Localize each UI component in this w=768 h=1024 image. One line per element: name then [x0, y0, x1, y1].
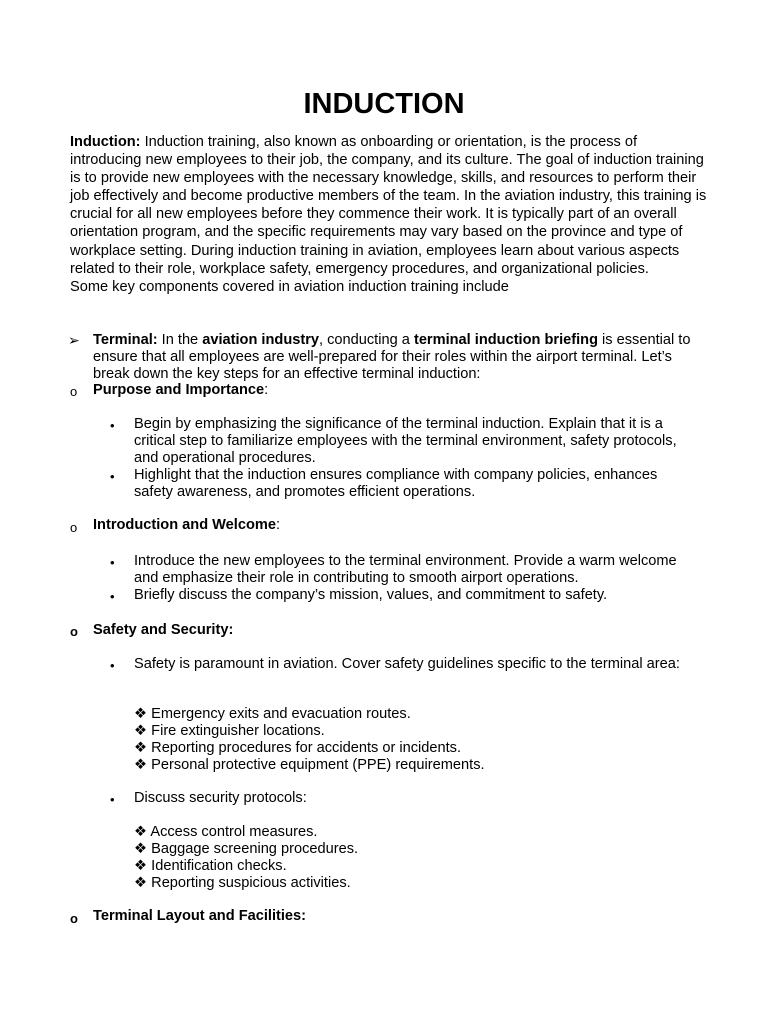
security-subitem: [134, 875, 351, 892]
intro-tail: Some key components covered in aviation induction training include: [70, 278, 509, 295]
safety-item: Safety is paramount in aviation. Cover safety guidelines specific to the terminal area:: [134, 656, 680, 672]
bullet-marker: •: [110, 589, 115, 604]
bullet-marker: •: [110, 658, 115, 673]
terminal-text-2: , conducting a: [319, 332, 414, 348]
circle-marker: o: [70, 384, 78, 399]
safety-subitem: [134, 706, 411, 723]
intro-lead: Induction:: [70, 134, 141, 150]
diamond-bullet-icon: ❖: [134, 841, 148, 857]
security-subitem: [134, 858, 287, 875]
security-subitem: [134, 841, 358, 858]
layout-heading: Terminal Layout and Facilities:: [93, 908, 307, 924]
intro-paragraph: [70, 133, 710, 296]
subitem-text: Fire extinguisher locations.: [151, 723, 325, 739]
terminal-bold-2: terminal induction briefing: [413, 332, 598, 348]
bullet-marker: •: [110, 469, 115, 484]
purpose-heading-text: Purpose and Importance: [93, 382, 265, 398]
diamond-bullet-icon: ❖: [134, 740, 148, 756]
terminal-text-1: In the: [157, 332, 203, 348]
subitem-text: Reporting suspicious activities.: [151, 875, 351, 891]
safety-subitem: [134, 740, 461, 757]
terminal-bold-1: aviation industry: [202, 332, 320, 348]
subitem-text: Personal protective equipment (PPE) requirements.: [151, 757, 485, 773]
diamond-bullet-icon: ❖: [134, 706, 148, 722]
subitem-text: Access control measures.: [150, 824, 318, 840]
circle-marker: o: [70, 624, 78, 639]
terminal-text-3: is essential to ensure that all employees are well-prepared for their roles within the airport terminal. Let’s break down the key steps for an effective terminal induction:: [93, 332, 691, 382]
bullet-marker: •: [110, 418, 115, 433]
diamond-bullet-icon: ❖: [134, 875, 148, 891]
welcome-item: Briefly discuss the company’s mission, values, and commitment to safety.: [134, 587, 608, 603]
bullet-marker: •: [110, 792, 115, 807]
purpose-item: Begin by emphasizing the significance of the terminal induction. Explain that it is a critical step to familiarize employees with the terminal environment, safety protocols, and operational procedures.: [134, 416, 677, 466]
security-subitem: [134, 824, 317, 841]
purpose-heading: [93, 382, 268, 399]
welcome-heading-suffix: :: [275, 517, 281, 533]
page-title: INDUCTION: [303, 88, 465, 120]
bullet-marker: •: [110, 555, 115, 570]
arrow-bullet-icon: ➢: [68, 332, 80, 348]
circle-marker: o: [70, 520, 78, 535]
subitem-text: Identification checks.: [151, 858, 287, 874]
subitem-text: Reporting procedures for accidents or incidents.: [151, 740, 462, 756]
safety-item: Discuss security protocols:: [134, 790, 307, 806]
subitem-text: Emergency exits and evacuation routes.: [151, 706, 411, 722]
subitem-text: Baggage screening procedures.: [151, 841, 359, 857]
welcome-heading: [93, 517, 280, 534]
diamond-bullet-icon: ❖: [134, 757, 148, 773]
purpose-item: Highlight that the induction ensures compliance with company policies, enhances safety awareness, and promotes efficient operations.: [134, 467, 658, 500]
welcome-item: Introduce the new employees to the terminal environment. Provide a warm welcome and emphasize their role in contributing to smooth airport operations.: [134, 553, 677, 586]
safety-subitem: [134, 723, 325, 740]
circle-marker: o: [70, 911, 78, 926]
welcome-heading-text: Introduction and Welcome: [93, 517, 276, 533]
terminal-label: Terminal:: [93, 332, 158, 348]
terminal-paragraph: [93, 332, 705, 383]
diamond-bullet-icon: ❖: [134, 824, 148, 840]
diamond-bullet-icon: ❖: [134, 858, 148, 874]
safety-subitem: [134, 757, 485, 774]
safety-heading: Safety and Security:: [93, 622, 234, 638]
purpose-heading-suffix: :: [264, 382, 269, 398]
diamond-bullet-icon: ❖: [134, 723, 148, 739]
intro-body: Induction training, also known as onboarding or orientation, is the process of introducing new employees to their job, the company, and its culture. The goal of induction training is to provide new employees with the necessary knowledge, skills, and resources to perform their job effectively and become productive members of the team. In the aviation industry, this training is crucial for all new employees before they commence their work. It is typically part of an overall orientation program, and the specific requirements may vary based on the province and type of workplace setting. During induction training in aviation, employees learn about various aspects related to their role, workplace safety, emergency procedures, and organizational policies.: [70, 134, 707, 277]
